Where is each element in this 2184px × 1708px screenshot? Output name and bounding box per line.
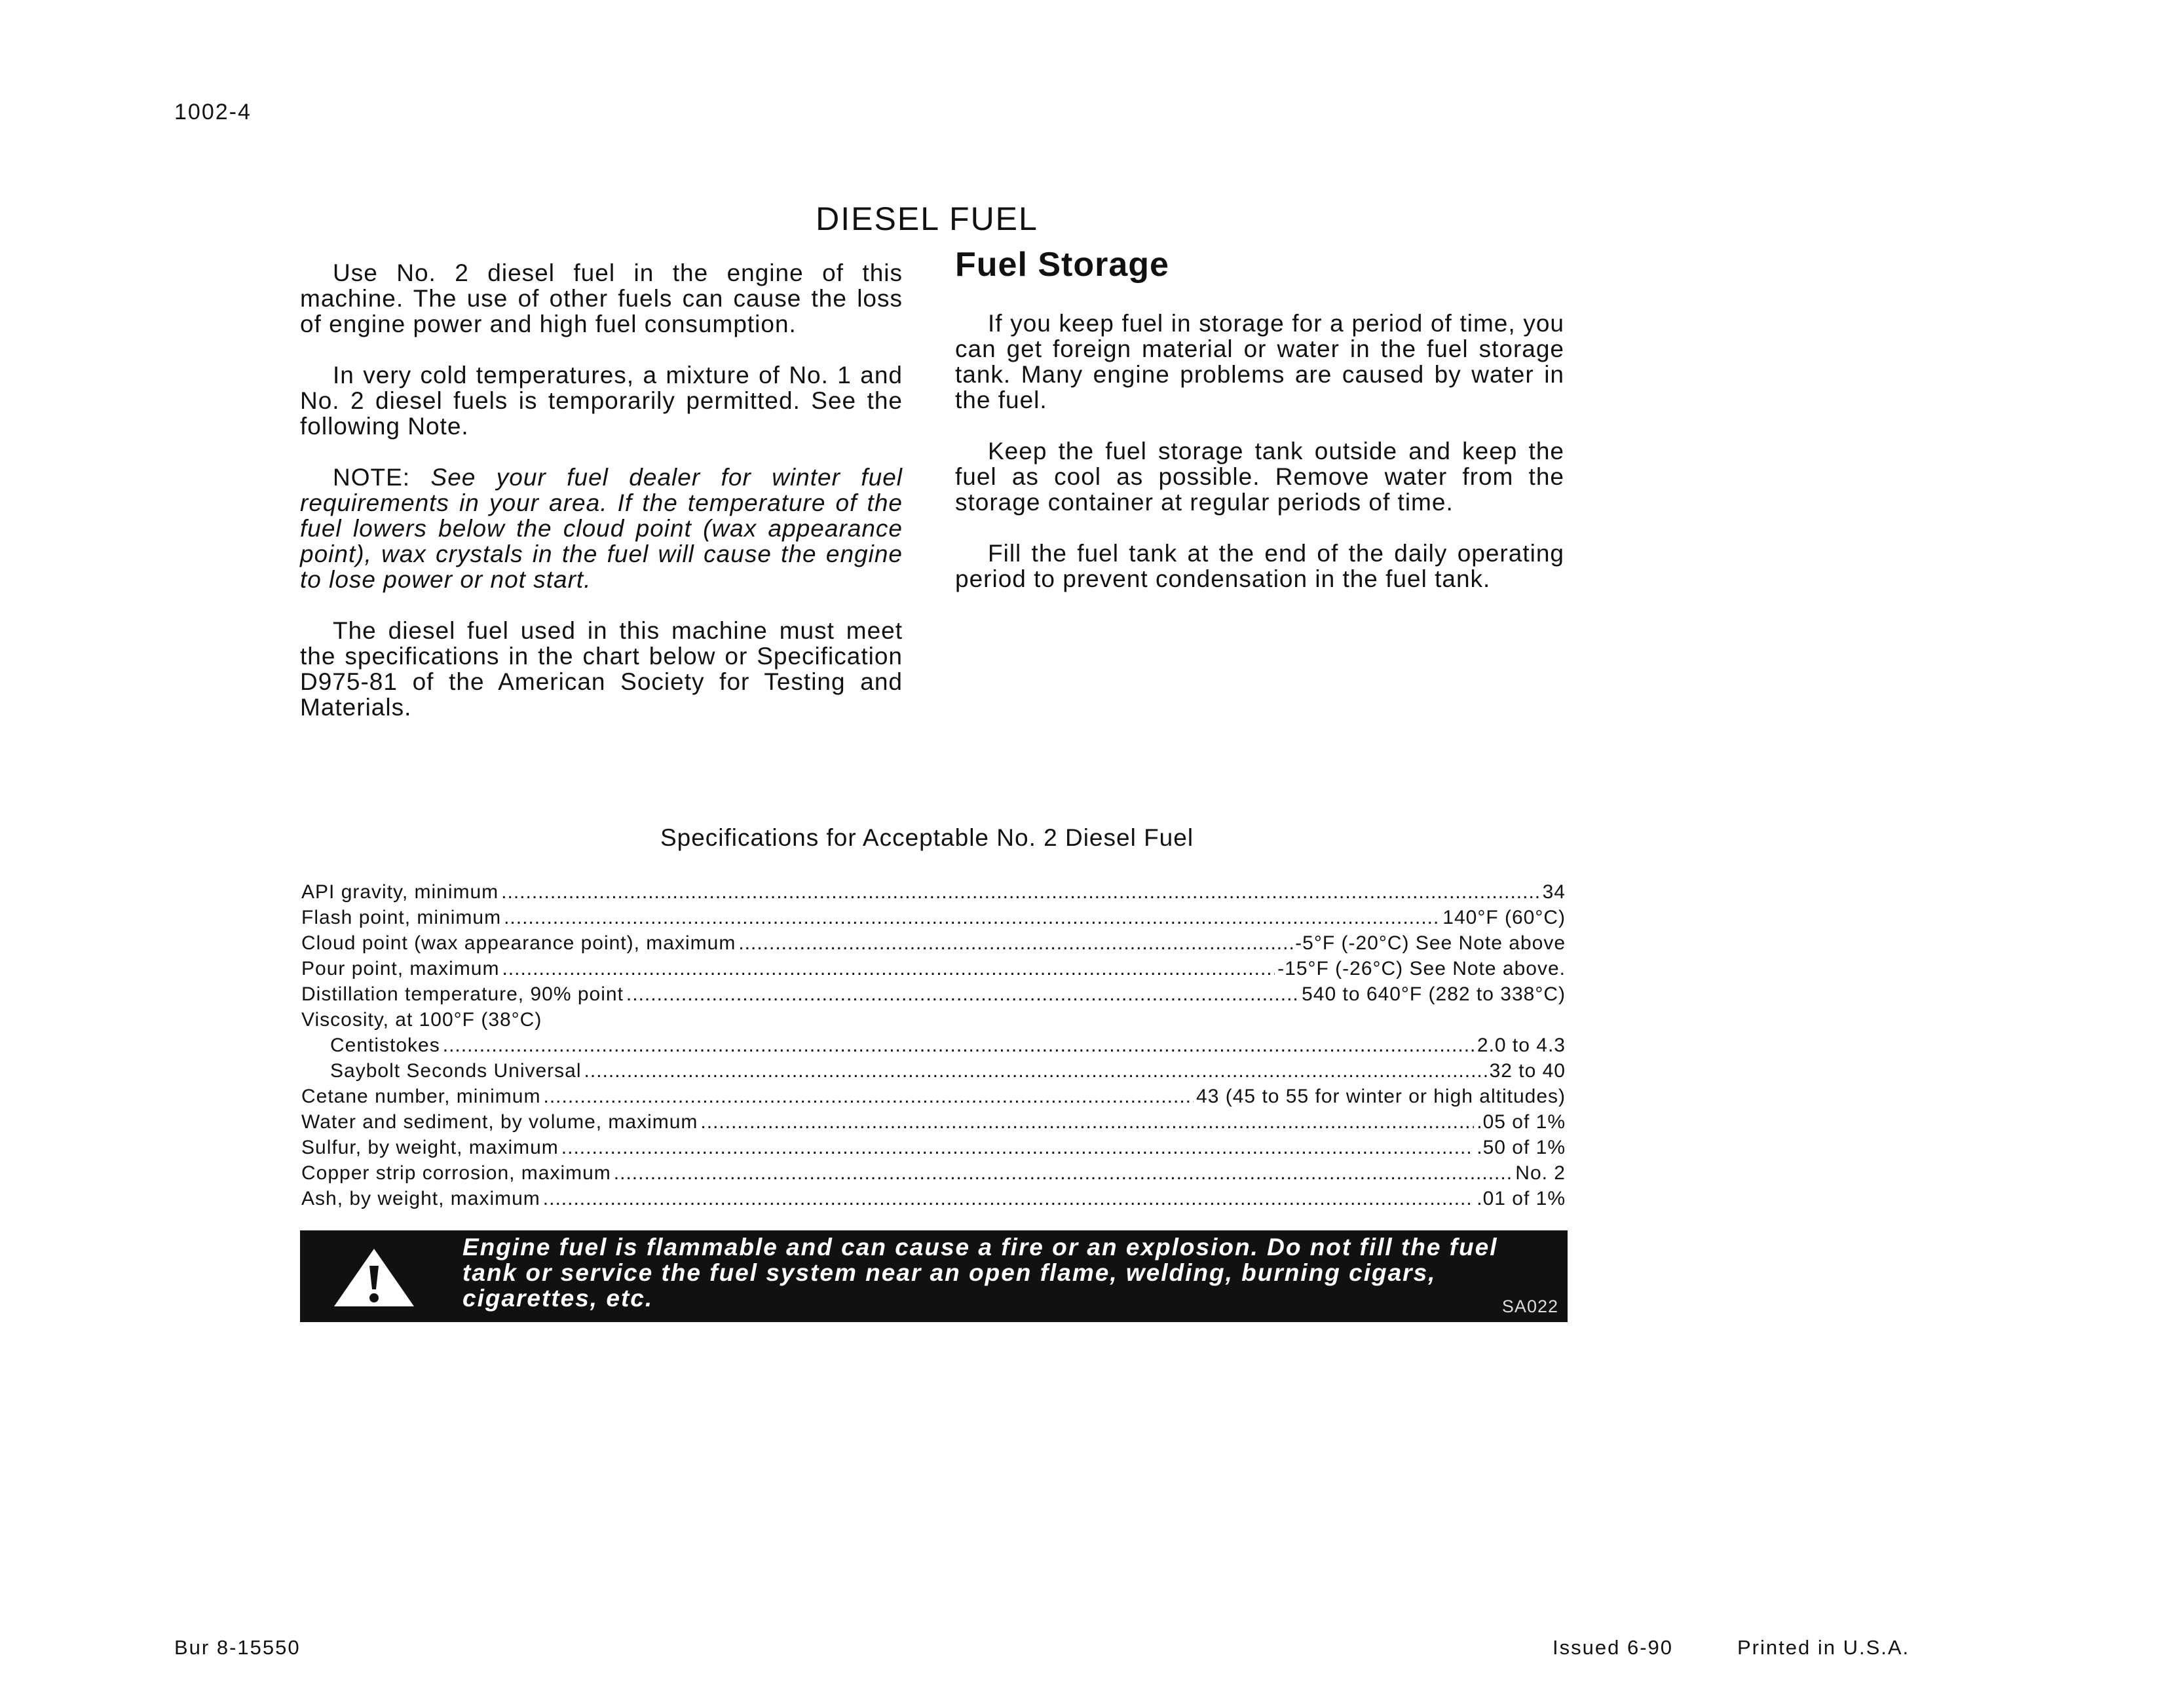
paragraph-fill-tank: Fill the fuel tank at the end of the daily operating period to prevent condensation in the fuel tank. (955, 540, 1564, 592)
dot-leader (504, 907, 1440, 929)
spec-table (301, 881, 1566, 1213)
spec-row (301, 1060, 1566, 1086)
spec-value: .50 of 1% (1477, 1137, 1566, 1158)
warning-code: SA022 (1501, 1297, 1558, 1316)
page-number: 1002-4 (174, 100, 252, 124)
spec-label: Ash, by weight, maximum (301, 1188, 540, 1209)
spec-label: Distillation temperature, 90% point (301, 983, 624, 1005)
dot-leader (700, 1111, 1474, 1133)
dot-leader (561, 1137, 1474, 1159)
dot-leader (502, 958, 1275, 980)
dot-leader (543, 1188, 1474, 1210)
spec-value: 34 (1542, 881, 1566, 903)
paragraph-storage-tank: Keep the fuel storage tank outside and keep the fuel as cool as possible. Remove water from the storage container at regular periods of time. (955, 438, 1564, 516)
right-column (955, 246, 1564, 617)
dot-leader (738, 932, 1292, 955)
dot-leader (584, 1060, 1487, 1082)
page-title: DIESEL FUEL (816, 200, 1038, 237)
spec-row (301, 907, 1566, 932)
spec-label: Centistokes (330, 1034, 440, 1056)
spec-label: Cloud point (wax appearance point), maximum (301, 932, 736, 954)
section-heading-fuel-storage: Fuel Storage (955, 246, 1169, 284)
spec-value: -15°F (-26°C) See Note above. (1277, 958, 1566, 979)
spec-label: Flash point, minimum (301, 907, 502, 928)
footer-printed: Printed in U.S.A. (1737, 1636, 1910, 1659)
warning-box (300, 1230, 1568, 1322)
spec-label: Water and sediment, by volume, maximum (301, 1111, 698, 1133)
paragraph-fuel-type: Use No. 2 diesel fuel in the engine of this machine. The use of other fuels can cause the loss of engine power and high fuel consumption. (300, 259, 903, 337)
spec-value: 140°F (60°C) (1442, 907, 1566, 928)
spec-label: Cetane number, minimum (301, 1086, 541, 1107)
footer-document-number: Bur 8-15550 (174, 1636, 301, 1659)
spec-row (301, 1034, 1566, 1060)
note-label: NOTE: (333, 464, 411, 491)
spec-row (301, 1162, 1566, 1188)
paragraph-cold-temperatures: In very cold temperatures, a mixture of No. 1 and No. 2 diesel fuels is temporarily permitted. See the following Note. (300, 362, 903, 440)
warning-triangle-icon (331, 1246, 417, 1309)
spec-row-group-header (301, 1009, 1566, 1034)
spec-label: Saybolt Seconds Universal (330, 1060, 582, 1082)
paragraph-specification: The diesel fuel used in this machine must meet the specifications in the chart below or Specification D975-81 of the American Society for Testing and Materials. (300, 617, 903, 721)
spec-value: 32 to 40 (1489, 1060, 1566, 1082)
dot-leader (626, 983, 1299, 1006)
footer-issued: Issued 6-90 (1553, 1636, 1673, 1659)
left-column (300, 260, 903, 746)
spec-label: Copper strip corrosion, maximum (301, 1162, 611, 1184)
spec-table-title: Specifications for Acceptable No. 2 Diesel Fuel (660, 824, 1194, 851)
spec-value: No. 2 (1515, 1162, 1566, 1184)
spec-label: API gravity, minimum (301, 881, 499, 903)
dot-leader (443, 1034, 1475, 1057)
spec-label: Sulfur, by weight, maximum (301, 1137, 559, 1158)
spec-row (301, 1188, 1566, 1213)
dot-leader (614, 1162, 1513, 1185)
note-text: See your fuel dealer for winter fuel requirements in your area. If the temperature of the fuel lowers below the cloud point (wax appearance point), wax crystals in the fuel will cause the engine to lose power or not start. (300, 464, 903, 593)
spec-value: .01 of 1% (1477, 1188, 1566, 1209)
spec-row (301, 1137, 1566, 1162)
spec-value: -5°F (-20°C) See Note above (1295, 932, 1566, 954)
spec-value: .05 of 1% (1477, 1111, 1566, 1133)
spec-value: 540 to 640°F (282 to 338°C) (1302, 983, 1566, 1005)
spec-label: Pour point, maximum (301, 958, 500, 979)
spec-row (301, 932, 1566, 958)
paragraph-storage-contamination: If you keep fuel in storage for a period of time, you can get foreign material or water in the fuel storage tank. Many engine problems are caused by water in the fuel. (955, 310, 1564, 413)
spec-row (301, 983, 1566, 1009)
spec-value: 2.0 to 4.3 (1477, 1034, 1566, 1056)
spec-row (301, 958, 1566, 983)
spec-label: Viscosity, at 100°F (38°C) (301, 1009, 542, 1031)
dot-leader (501, 881, 1539, 903)
warning-text: Engine fuel is flammable and can cause a fire or an explosion. Do not fill the fuel tank or service the fuel system near an open flame, welding, burning cigars, cigarettes, etc. (462, 1234, 1498, 1312)
dot-leader (543, 1086, 1194, 1108)
note-paragraph (300, 465, 903, 592)
spec-value: 43 (45 to 55 for winter or high altitudes) (1196, 1086, 1566, 1107)
spec-row (301, 1111, 1566, 1137)
spec-row (301, 1086, 1566, 1111)
spec-row (301, 881, 1566, 907)
